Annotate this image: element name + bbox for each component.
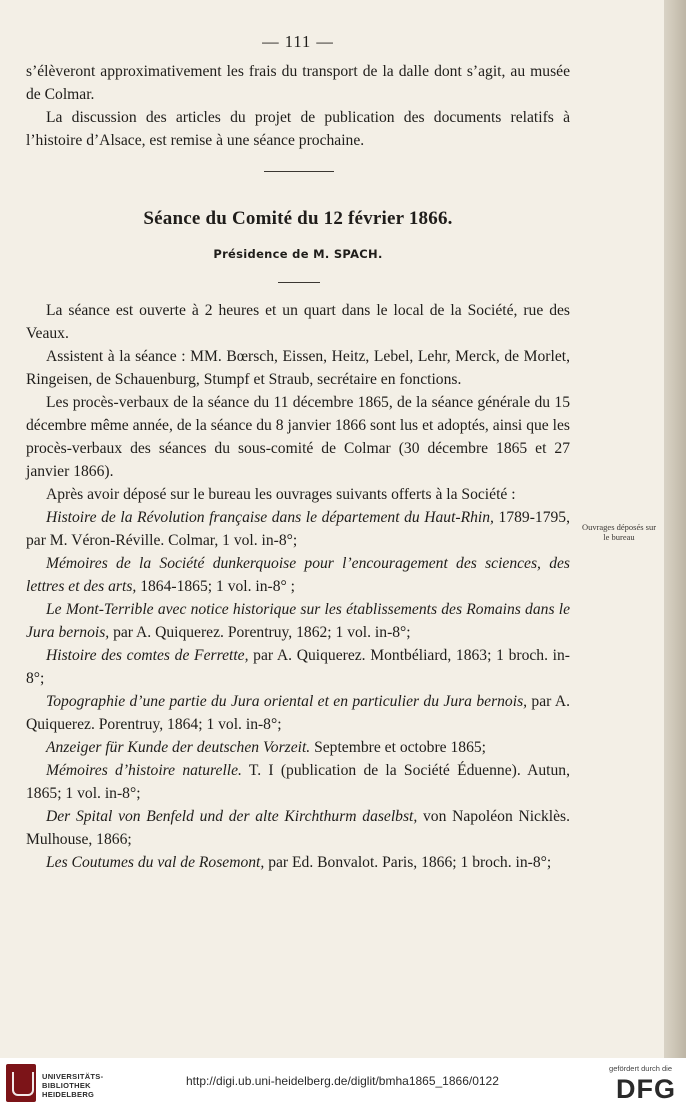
paragraph-ouvrages-intro: Après avoir déposé sur le bureau les ouvrages suivants offerts à la Société : xyxy=(46,486,516,503)
work-details: von Napoléon Nicklès. Mulhouse, 1866; xyxy=(26,808,570,848)
work-title: Anzeiger für Kunde der deutschen Vorzeit. xyxy=(46,739,311,756)
work-item xyxy=(26,552,570,598)
work-item xyxy=(26,644,570,690)
work-details: par M. Véron-Réville. Colmar, 1 vol. in-8°; xyxy=(26,532,298,549)
section-divider-bottom xyxy=(278,282,320,283)
permalink-url[interactable]: http://digi.ub.uni-heidelberg.de/diglit/bmha1865_1866/0122 xyxy=(186,1074,499,1088)
work-details: Septembre et octobre 1865; xyxy=(310,739,486,756)
logo-line-3: HEIDELBERG xyxy=(42,1090,95,1099)
presidence-line: Présidence de M. SPACH. xyxy=(213,247,383,261)
paragraph-opening: La séance est ouverte à 2 heures et un quart dans le local de la Société, rue des Veaux. xyxy=(26,302,570,342)
page-spine-shadow xyxy=(664,0,686,1058)
logo-line-1: UNIVERSITÄTS- xyxy=(42,1072,104,1081)
dfg-logo[interactable]: DFG xyxy=(616,1074,676,1104)
work-title-years: 1789-1795, xyxy=(493,509,570,526)
work-item xyxy=(26,805,570,851)
paragraph-attendees: Assistent à la séance : MM. Bœrsch, Eissen, Heitz, Lebel, Lehr, Merck, de Morlet, Ringeisen, de Schauenburg, Stumpf et Straub, secrétaire en fonctions. xyxy=(26,348,570,388)
work-item xyxy=(26,598,570,644)
work-item xyxy=(26,690,570,736)
work-item xyxy=(26,506,570,552)
section-divider-top xyxy=(264,171,334,172)
work-title: Mémoires de la Société dunkerquoise pour l’encouragement des sciences, des lettres et des arts, xyxy=(26,555,570,595)
section-heading: Séance du Comité du 12 février 1866. xyxy=(143,208,453,229)
work-details: T. I (publication de la Société Éduenne). Autun, 1865; 1 vol. in-8°; xyxy=(26,762,570,802)
work-details: par A. Quiquerez. Montbéliard, 1863; 1 broch. in-8°; xyxy=(26,647,570,687)
paragraph-proces-verbaux: Les procès-verbaux de la séance du 11 décembre 1865, de la séance générale du 15 décembre même année, de la séance du 8 janvier 1866 sont lus et adoptés, ainsi que les procès-verbaux des séances du sous-comité de Colmar (30 décembre 1865 et 27 janvier 1866). xyxy=(26,394,570,480)
minutes-body xyxy=(26,299,570,874)
work-title: Der Spital von Benfeld und der alte Kirchthurm daselbst, xyxy=(46,808,418,825)
work-details: par Ed. Bonvalot. Paris, 1866; 1 broch. in-8°; xyxy=(264,854,552,871)
work-title: Histoire des comtes de Ferrette, xyxy=(46,647,249,664)
intro-block xyxy=(26,60,570,152)
logo-line-2: BIBLIOTHEK xyxy=(42,1081,91,1090)
page-number: — 111 — xyxy=(262,32,334,51)
work-title: Histoire de la Révolution française dans le département du Haut-Rhin, xyxy=(46,509,494,526)
viewer-footer xyxy=(0,1058,686,1107)
library-seal-icon xyxy=(6,1064,36,1102)
intro-paragraph-1: s’élèveront approximativement les frais du transport de la dalle dont s’agit, au musée de Colmar. xyxy=(26,63,570,103)
work-title: Mémoires d’histoire naturelle. xyxy=(46,762,242,779)
work-title: Topographie d’une partie du Jura oriental et en particulier du Jura bernois, xyxy=(46,693,528,710)
work-title: Le Mont-Terrible avec notice historique sur les établissements des Romains dans le Jura bernois, xyxy=(26,601,570,641)
work-details: par A. Quiquerez. Porentruy, 1862; 1 vol. in-8°; xyxy=(109,624,411,641)
work-title: Les Coutumes du val de Rosemont, xyxy=(46,854,265,871)
work-details: par A. Quiquerez. Porentruy, 1864; 1 vol. in-8°; xyxy=(26,693,570,733)
funded-by-label: gefördert durch die xyxy=(609,1064,672,1073)
intro-paragraph-2: La discussion des articles du projet de publication des documents relatifs à l’histoire d’Alsace, est remise à une séance prochaine. xyxy=(26,109,570,149)
university-library-logo[interactable] xyxy=(6,1064,126,1104)
margin-note: Ouvrages déposés sur le bureau xyxy=(581,522,657,542)
presidence-block xyxy=(26,243,570,266)
work-item xyxy=(26,851,570,874)
work-item xyxy=(26,759,570,805)
work-details: 1864-1865; 1 vol. in-8° ; xyxy=(136,578,296,595)
work-item xyxy=(26,736,570,759)
section-heading-block xyxy=(26,207,570,230)
